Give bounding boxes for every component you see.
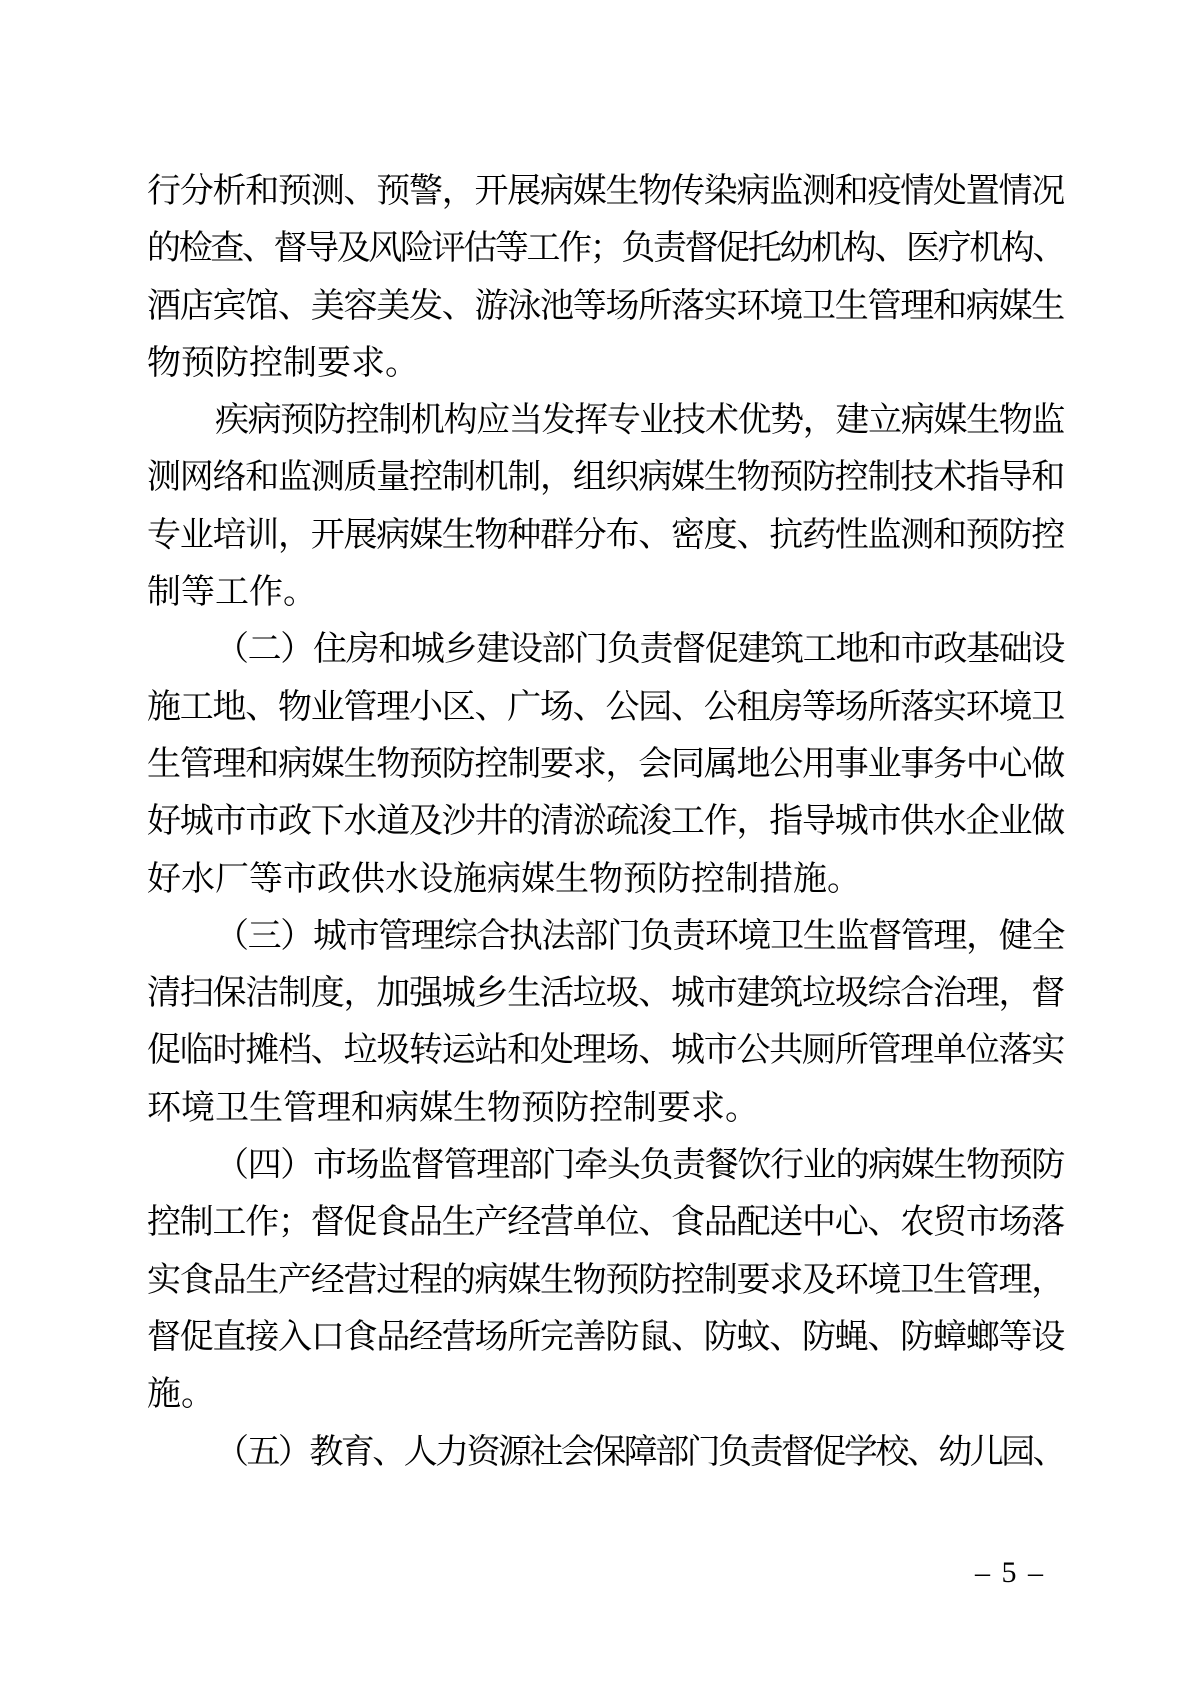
- paragraph-item-4: [147, 1137, 1064, 1423]
- text-line: （四）市场监督管理部门牵头负责餐饮行业的病媒生物预防: [215, 1147, 1064, 1185]
- text-line: 酒店宾馆、美容美发、游泳池等场所落实环境卫生管理和病媒生: [147, 287, 1064, 325]
- text-line: 测网络和监测质量控制机制，组织病媒生物预防控制技术指导和: [147, 459, 1064, 497]
- paragraph: [147, 392, 1064, 621]
- paragraph-item-5: [147, 1424, 1064, 1481]
- text-line: 促临时摊档、垃圾转运站和处理场、城市公共厕所管理单位落实: [147, 1032, 1064, 1070]
- paragraph-item-3: [147, 908, 1064, 1137]
- paragraph: [147, 163, 1064, 392]
- text-line: 控制工作；督促食品生产经营单位、食品配送中心、农贸市场落: [147, 1204, 1064, 1242]
- text-line: 施。: [147, 1376, 215, 1414]
- document-body: [147, 163, 1064, 1481]
- text-line: 好城市市政下水道及沙井的清淤疏浚工作，指导城市供水企业做: [147, 803, 1064, 841]
- text-line: 好水厂等市政供水设施病媒生物预防控制措施。: [147, 860, 861, 898]
- text-line: 清扫保洁制度，加强城乡生活垃圾、城市建筑垃圾综合治理，督: [147, 975, 1064, 1013]
- text-line: （二）住房和城乡建设部门负责督促建筑工地和市政基础设: [215, 631, 1064, 669]
- paragraph-item-2: [147, 621, 1064, 907]
- text-line: 制等工作。: [147, 574, 317, 612]
- page-number: – 5 –: [975, 1556, 1045, 1589]
- text-line: 物预防控制要求。: [147, 344, 419, 382]
- text-line: 的检查、督导及风险评估等工作；负责督促托幼机构、医疗机构、: [147, 230, 1064, 268]
- text-line: 实食品生产经营过程的病媒生物预防控制要求及环境卫生管理，: [147, 1261, 1064, 1299]
- text-line: （五）教育、人力资源社会保障部门负责督促学校、幼儿园、: [215, 1433, 1064, 1471]
- text-line: 行分析和预测、预警，开展病媒生物传染病监测和疫情处置情况: [147, 173, 1064, 210]
- text-line: 专业培训，开展病媒生物种群分布、密度、抗药性监测和预防控: [147, 516, 1064, 554]
- text-line: 施工地、物业管理小区、广场、公园、公租房等场所落实环境卫: [147, 688, 1064, 726]
- text-line: 生管理和病媒生物预防控制要求，会同属地公用事业事务中心做: [147, 745, 1064, 783]
- text-line: 督促直接入口食品经营场所完善防鼠、防蚊、防蝇、防蟑螂等设: [147, 1318, 1064, 1356]
- text-line: 疾病预防控制机构应当发挥专业技术优势，建立病媒生物监: [215, 402, 1064, 440]
- text-line: 环境卫生管理和病媒生物预防控制要求。: [147, 1089, 759, 1127]
- text-line: （三）城市管理综合执法部门负责环境卫生监督管理，健全: [215, 917, 1064, 955]
